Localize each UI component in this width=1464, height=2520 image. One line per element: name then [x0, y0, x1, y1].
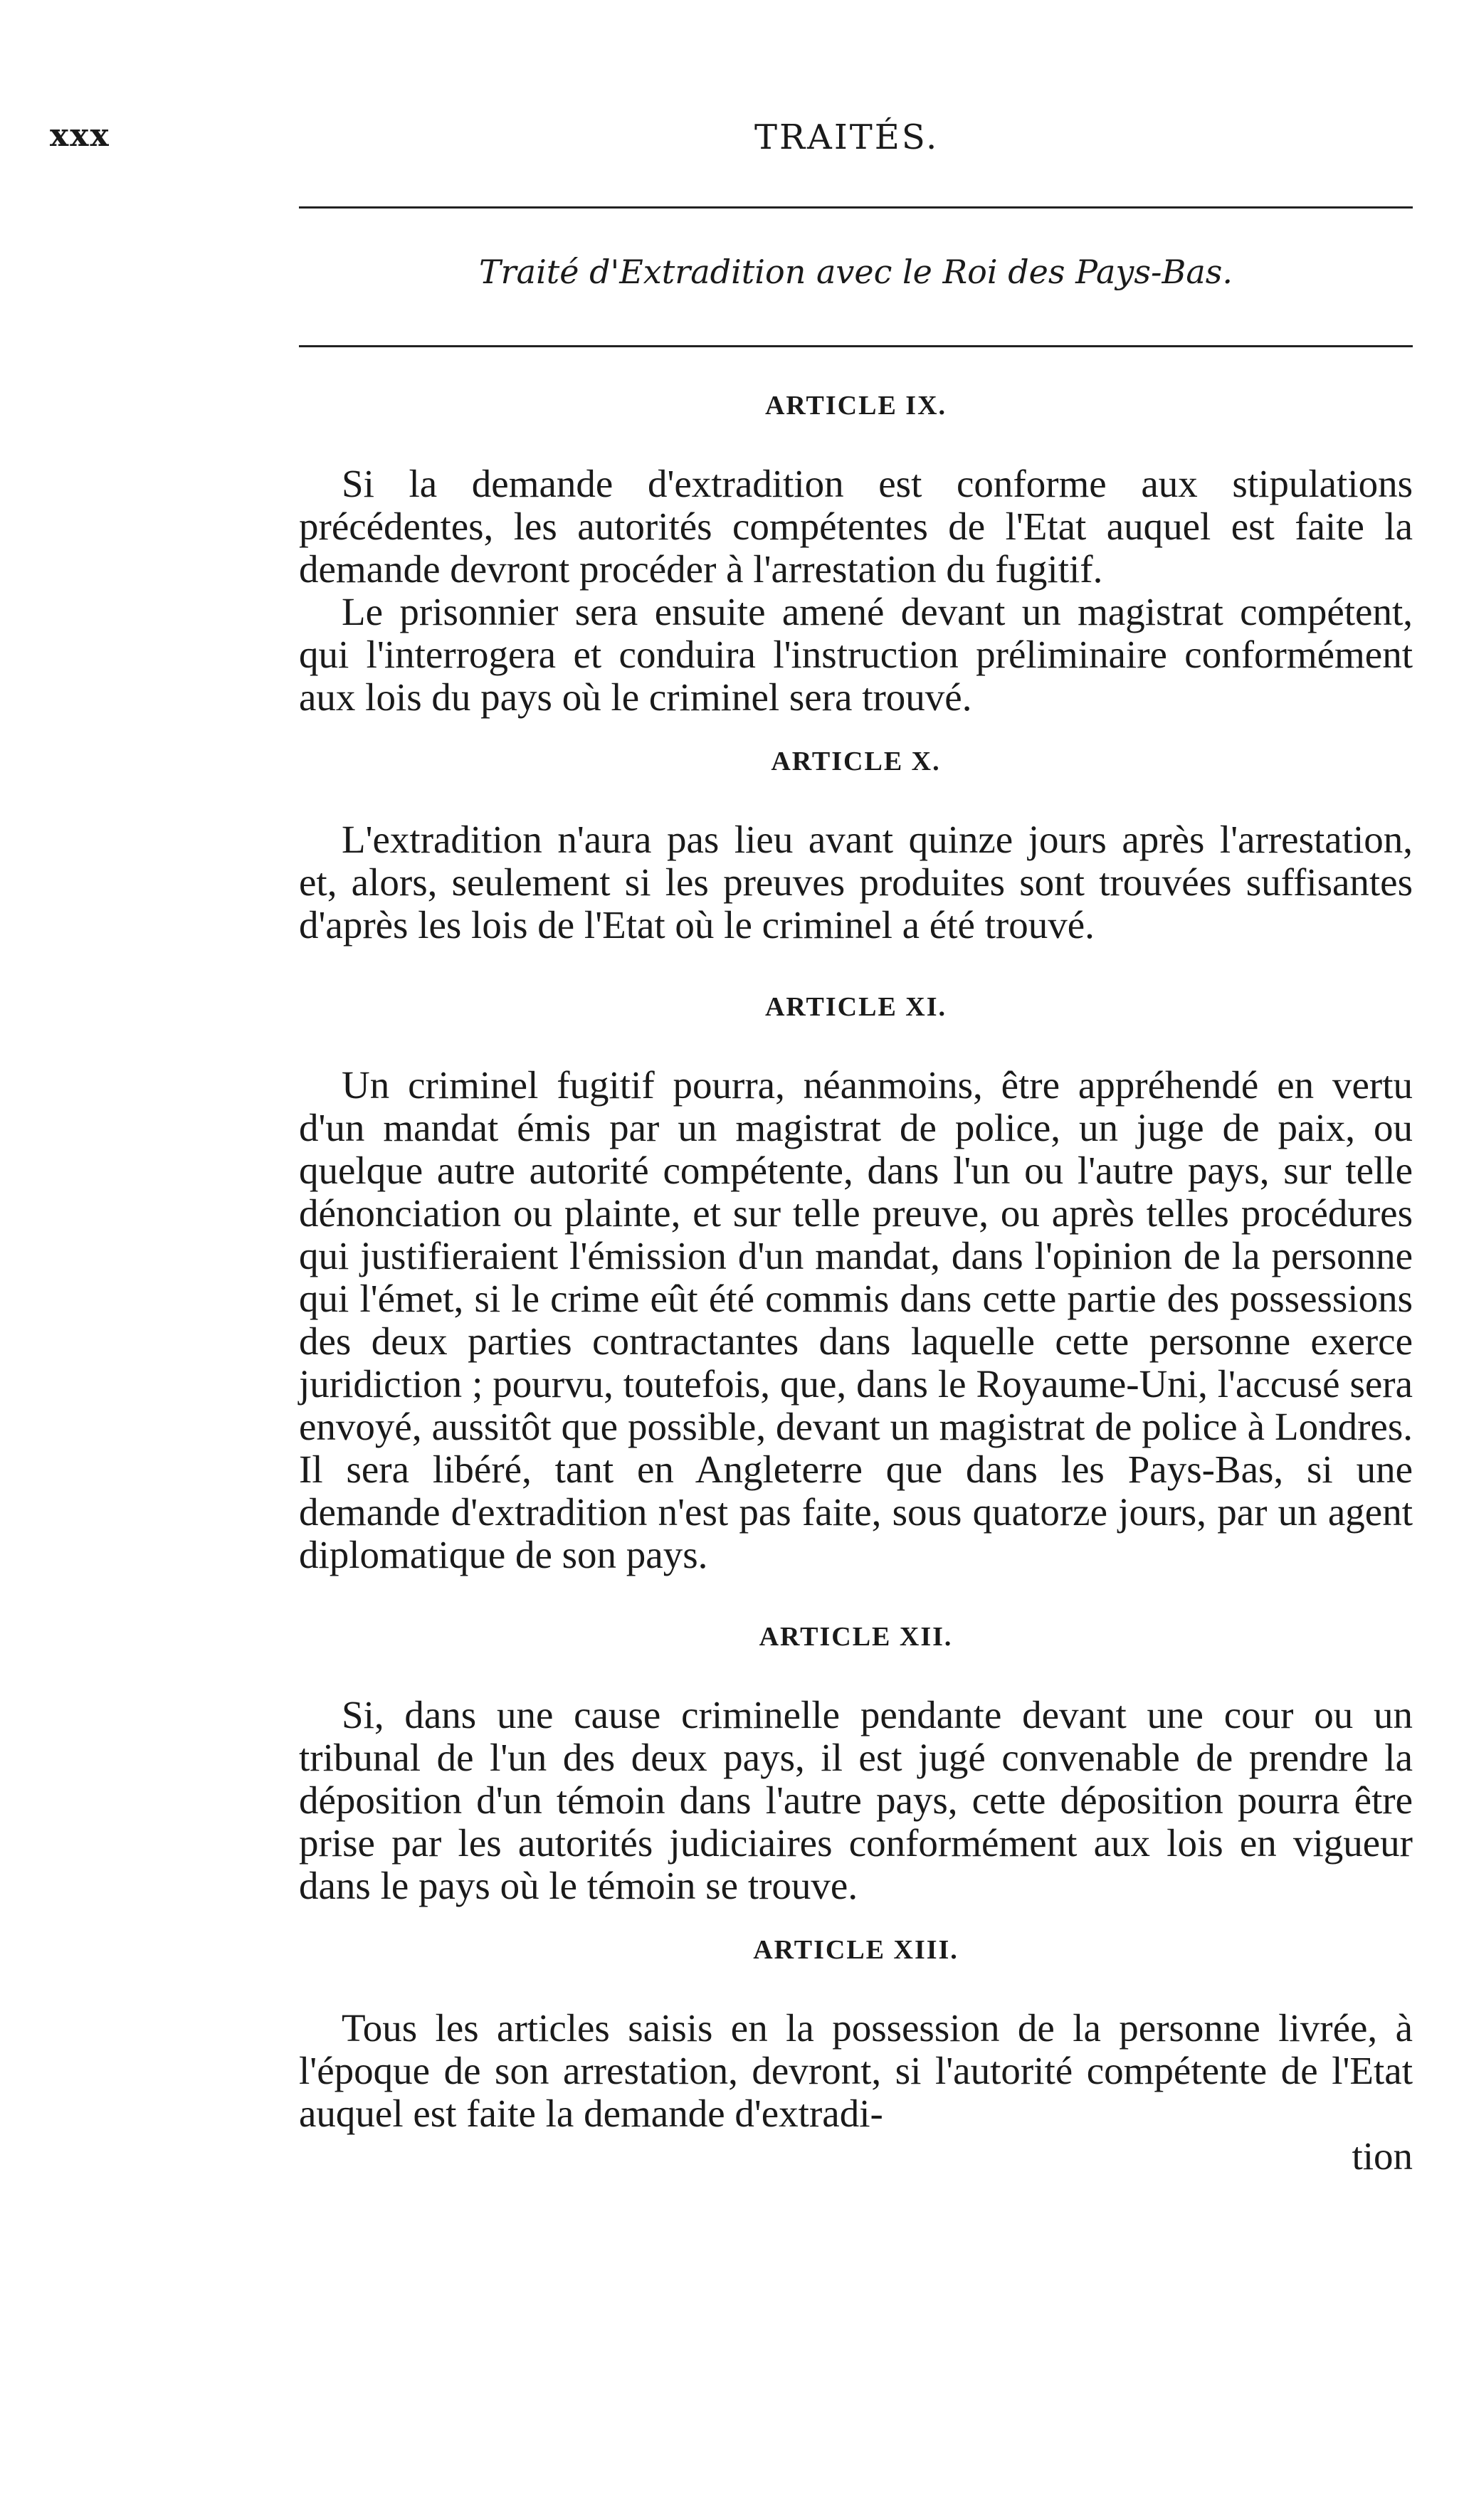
article-x [299, 740, 1413, 947]
article-heading: ARTICLE XI. [764, 992, 947, 1022]
paragraph: Tous les articles saisis en la possession de la personne livrée, à l'époque de son arrestation, devront, si l'autorité compétente de l'Etat auquel est faite la demande d'extradi- [299, 2006, 1413, 2135]
article-text [299, 463, 1413, 719]
article-heading: ARTICLE XIII. [753, 1935, 959, 1965]
treaty-subtitle: Traité d'Extradition avec le Roi des Pays-Bas. [479, 253, 1233, 291]
paragraph: Un criminel fugitif pourra, néanmoins, être appréhendé en vertu d'un mandat émis par un magistrat de police, un juge de paix, ou quelque autre autorité compétente, dans l'un ou l'autre pays, sur telle dénonciation ou plainte, et sur telle preuve, ou après telles procédures qui justifieraient l'émission d'un mandat, dans l'opinion de la personne qui l'émet, si le crime eût été commis dans cette partie des possessions des deux parties contractantes dans laquelle cette personne exerce juridiction ; pourvu, toutefois, que, dans le Royaume-Uni, l'accusé sera envoyé, aussitôt que possible, devant un magistrat de police à Londres. Il sera libéré, tant en Angleterre que dans les Pays-Bas, si une demande d'extradition n'est pas faite, sous quatorze jours, par un agent diplomatique de son pays. [299, 1063, 1413, 1576]
article-xii [299, 1615, 1413, 1907]
article-text [299, 1064, 1413, 1576]
top-rule [299, 206, 1413, 209]
article-xi [299, 986, 1413, 1576]
paragraph: Le prisonnier sera ensuite amené devant un magistrat compétent, qui l'interrogera et conduira l'instruction préliminaire conformément aux lois du pays où le criminel sera trouvé. [299, 590, 1413, 719]
page-number: xxx [50, 117, 110, 154]
paragraph: Si, dans une cause criminelle pendante devant une cour ou un tribunal de l'un des deux pays, il est jugé convenable de prendre la déposition d'un témoin dans l'autre pays, cette déposition pourra être prise par les autorités judiciaires conformément aux lois en vigueur dans le pays où le témoin se trouve. [299, 1693, 1413, 1907]
page-body [299, 384, 1413, 2178]
paragraph: L'extradition n'aura pas lieu avant quinze jours après l'arrestation, et, alors, seulement si les preuves produites sont trouvées suffisantes d'après les lois de l'Etat où le criminel a été trouvé. [299, 818, 1413, 947]
page-header [0, 117, 1464, 174]
article-heading: ARTICLE X. [771, 747, 941, 776]
article-text [299, 818, 1413, 947]
article-text [299, 2007, 1413, 2135]
article-heading: ARTICLE IX. [764, 391, 947, 421]
article-text [299, 1694, 1413, 1907]
paragraph: Si la demande d'extradition est conforme aux stipulations précédentes, les autorités compétentes de l'Etat auquel est faite la demande devront procéder à l'arrestation du fugitif. [299, 462, 1413, 591]
article-heading: ARTICLE XII. [759, 1622, 953, 1652]
bottom-rule [299, 345, 1413, 347]
continuation-word: tion [1352, 2134, 1413, 2178]
running-title: TRAITÉS. [754, 117, 939, 157]
article-xiii [299, 1929, 1413, 2178]
article-ix [299, 384, 1413, 719]
